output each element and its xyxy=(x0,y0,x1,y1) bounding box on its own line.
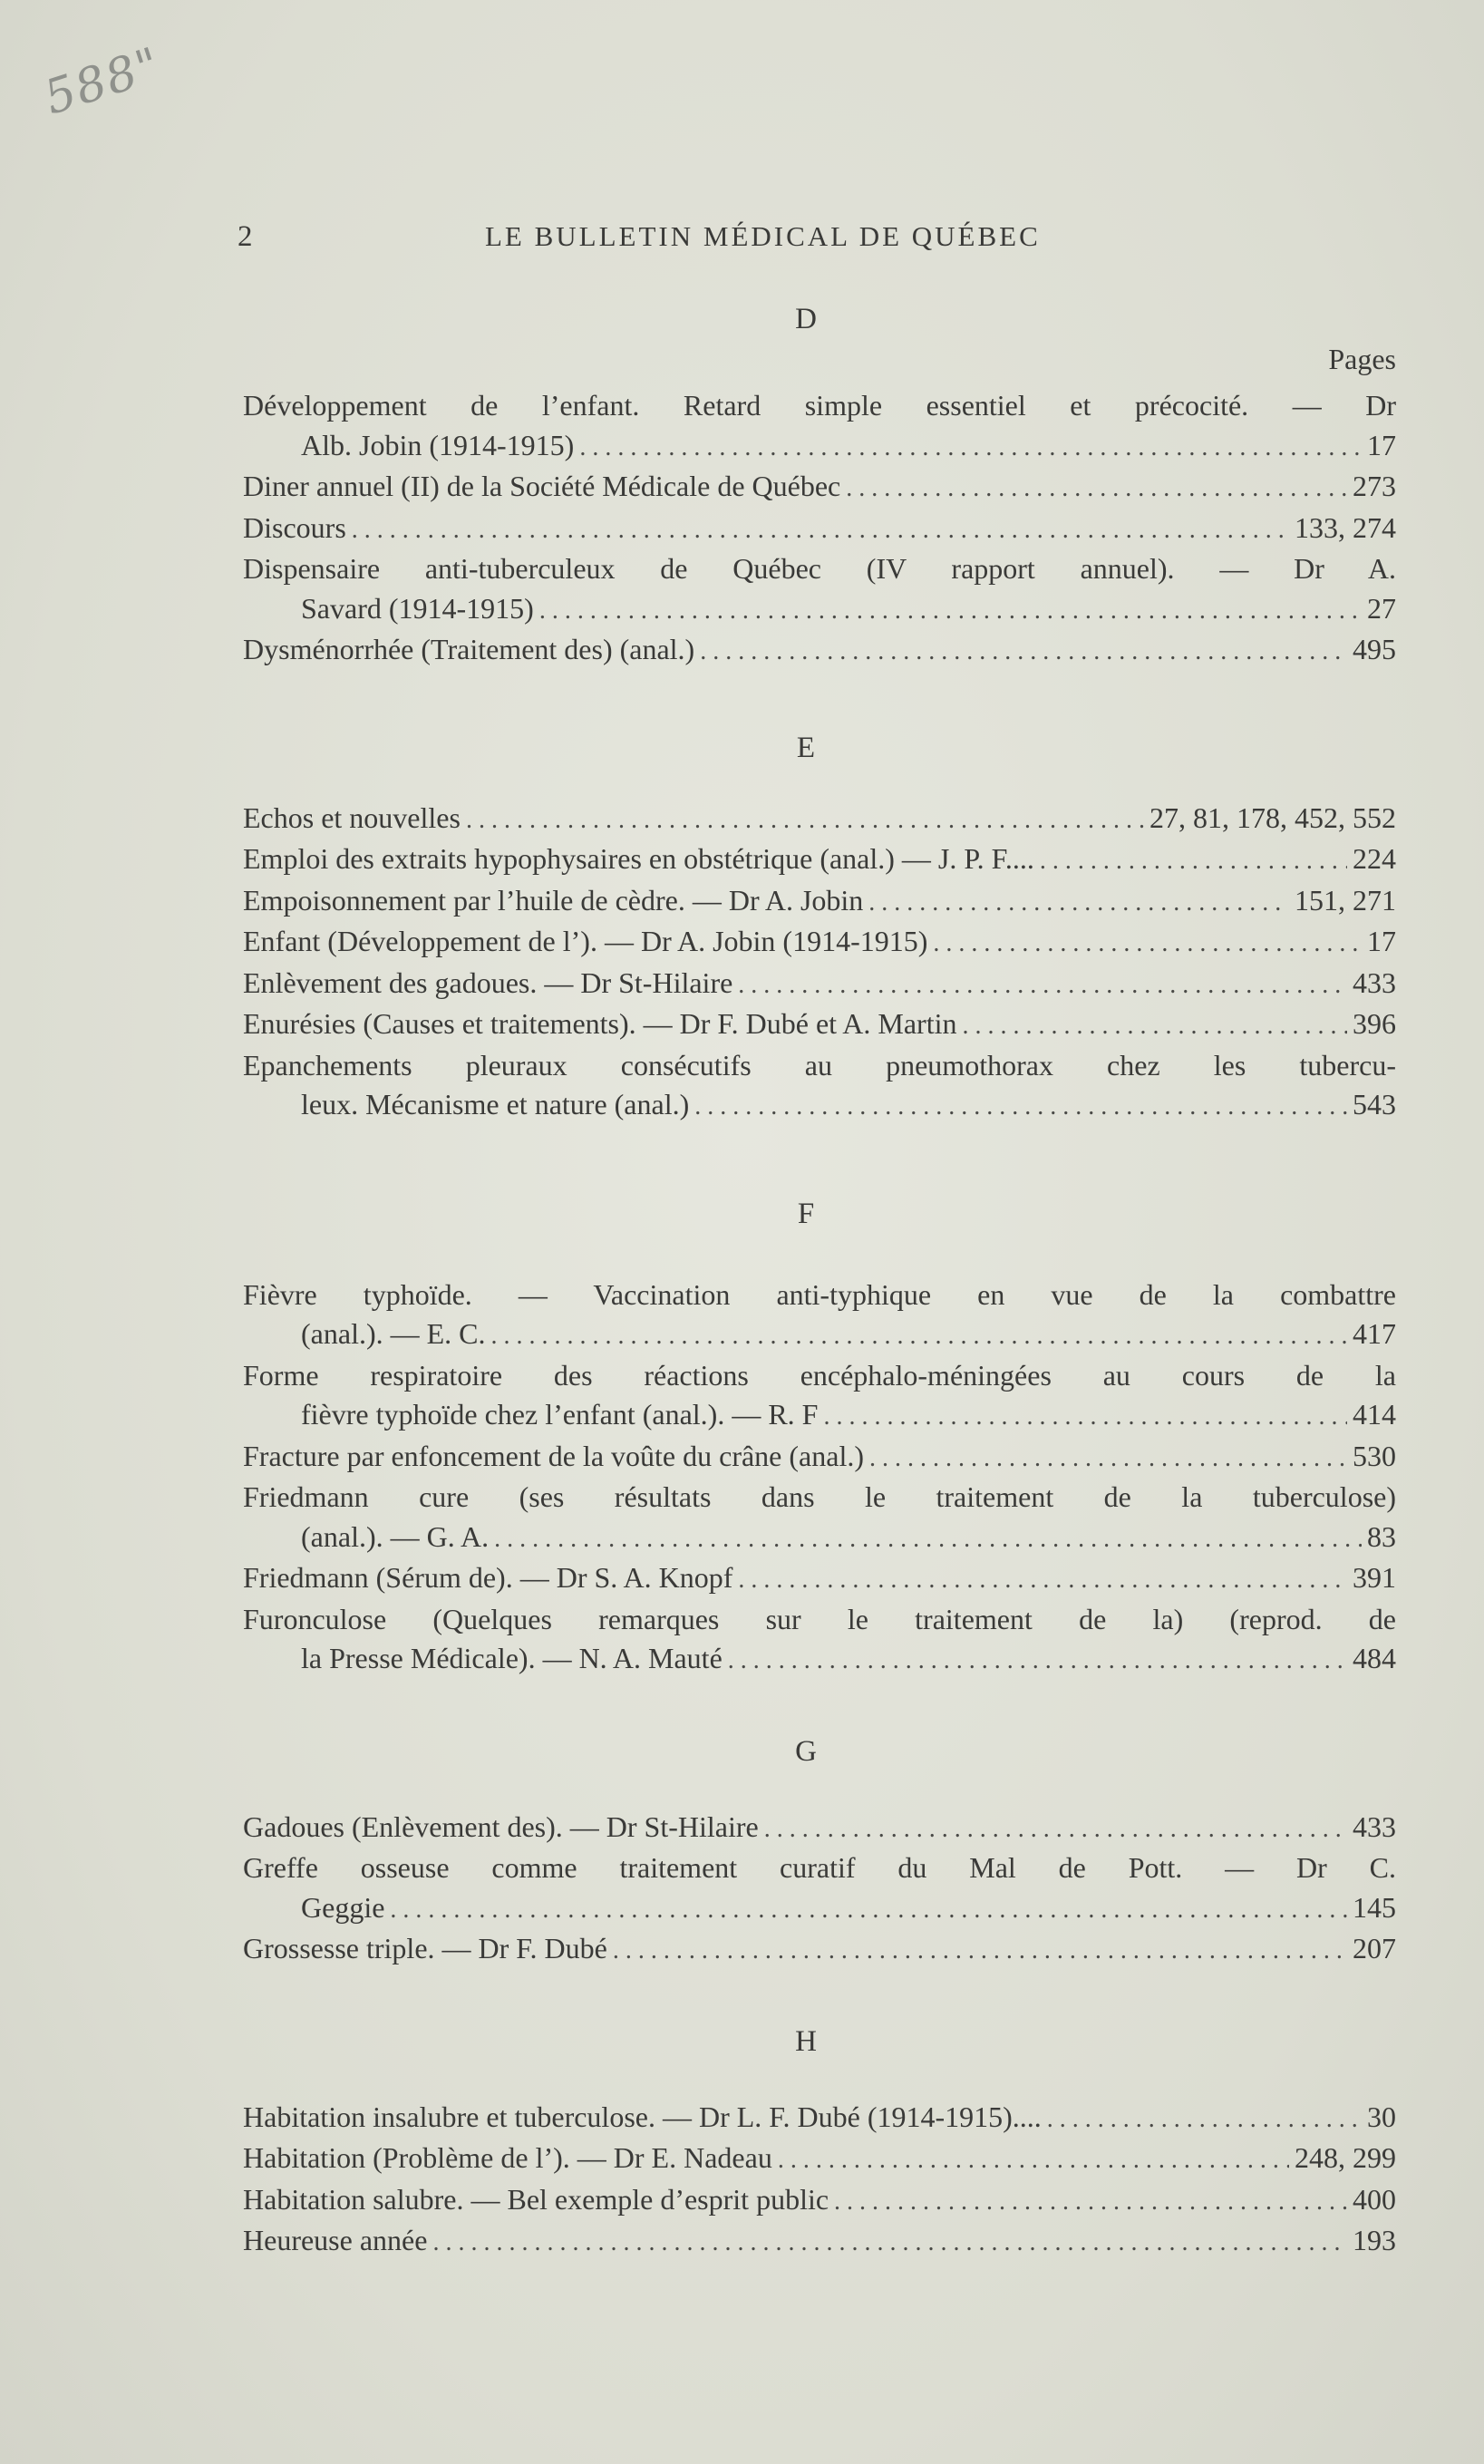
entry-pages: 17 xyxy=(1367,428,1396,461)
entry-text: Empoisonnement par l’huile de cèdre. — Dr A. Jobin xyxy=(243,883,864,917)
entry-pages: 27 xyxy=(1367,591,1396,625)
index-entry xyxy=(243,964,1396,1005)
entry-pages: 207 xyxy=(1353,1932,1396,1964)
page-number: 2 xyxy=(238,220,253,253)
index-entry xyxy=(243,881,1396,923)
index-entry xyxy=(243,509,1396,550)
entry-pages: 273 xyxy=(1353,470,1396,502)
entry-text-continued: Geggie xyxy=(301,1890,385,1924)
entry-pages: 417 xyxy=(1353,1317,1396,1350)
entry-pages: 433 xyxy=(1353,965,1396,999)
entry-text: Fièvre typhoïde. — Vaccination anti-typhique en vue de la combattre xyxy=(243,1277,1396,1311)
entry-pages: 495 xyxy=(1353,633,1396,665)
leader-dots xyxy=(962,1006,1347,1046)
leader-dots xyxy=(823,1397,1347,1437)
leader-dots xyxy=(613,1931,1347,1971)
entry-pages: 400 xyxy=(1353,2182,1396,2216)
entry-text-continued: Savard (1914-1915) xyxy=(301,591,534,625)
index-entry xyxy=(243,467,1396,509)
index-entry xyxy=(243,1808,1396,1849)
section-letter: D xyxy=(795,303,817,335)
entry-text: Habitation (Problème de l’). — Dr E. Nadeau xyxy=(243,2141,772,2174)
index-entry xyxy=(243,1558,1396,1600)
entry-pages: 391 xyxy=(1353,1561,1396,1594)
leader-dots xyxy=(700,632,1347,672)
index-entry xyxy=(243,1276,1396,1356)
pages-column-label: Pages xyxy=(1328,343,1396,375)
section-letter: G xyxy=(795,1734,817,1768)
entry-pages: 433 xyxy=(1353,1809,1396,1843)
entry-pages: 193 xyxy=(1353,2224,1396,2256)
entry-pages: 543 xyxy=(1353,1088,1396,1120)
entry-text: Enurésies (Causes et traitements). — Dr F. Dubé et A. Martin xyxy=(243,1007,957,1040)
running-head: LE BULLETIN MÉDICAL DE QUÉBEC xyxy=(485,220,1041,252)
entry-text: Diner annuel (II) de la Société Médicale de Québec xyxy=(243,470,841,502)
index-entry xyxy=(243,630,1396,672)
index-entry xyxy=(243,549,1396,630)
entry-text: Développement de l’enfant. Retard simple essentiel et précocité. — Dr xyxy=(243,389,1396,422)
index-entry xyxy=(243,1437,1396,1479)
index-entry xyxy=(243,1478,1396,1558)
entry-text: Emploi des extraits hypophysaires en obstétrique (anal.) — J. P. F.... xyxy=(243,842,1034,875)
entry-text: Friedmann (Sérum de). — Dr S. A. Knopf xyxy=(243,1561,733,1594)
entry-pages: 133, 274 xyxy=(1295,510,1396,544)
index-content xyxy=(243,299,1396,2272)
leader-dots xyxy=(738,965,1347,1005)
entry-text: Greffe osseuse comme traitement curatif du Mal de Pott. — Dr C. xyxy=(243,1851,1396,1884)
leader-dots xyxy=(352,510,1289,550)
leader-dots xyxy=(846,469,1347,509)
index-entry xyxy=(243,799,1396,840)
entry-text: Habitation salubre. — Bel exemple d’esprit public xyxy=(243,2182,829,2216)
index-entry xyxy=(243,1600,1396,1681)
leader-dots xyxy=(764,1809,1347,1849)
entry-text: Gadoues (Enlèvement des). — Dr St-Hilaire xyxy=(243,1809,759,1843)
entry-text-continued: (anal.). — G. A. xyxy=(301,1519,490,1553)
entry-pages: 414 xyxy=(1353,1398,1396,1431)
entry-text: Fracture par enfoncement de la voûte du crâne (anal.) xyxy=(243,1439,864,1472)
entry-text: Heureuse année xyxy=(243,2224,428,2256)
entry-text: Echos et nouvelles xyxy=(243,800,461,834)
leader-dots xyxy=(778,2140,1289,2180)
leader-dots xyxy=(432,2223,1347,2263)
leader-dots xyxy=(466,800,1144,840)
leader-dots xyxy=(539,591,1362,631)
index-entry xyxy=(243,1356,1396,1437)
entry-pages: 27, 81, 178, 452, 552 xyxy=(1149,800,1396,834)
entry-pages: 484 xyxy=(1353,1642,1396,1674)
index-entry xyxy=(243,1004,1396,1046)
index-entry xyxy=(243,386,1396,467)
entry-text-continued: fièvre typhoïde chez l’enfant (anal.). — R. F xyxy=(301,1398,819,1431)
leader-dots xyxy=(728,1641,1347,1681)
leader-dots xyxy=(579,428,1362,468)
leader-dots xyxy=(1047,2100,1362,2139)
leader-dots xyxy=(694,1087,1347,1127)
leader-dots xyxy=(834,2182,1347,2222)
leader-dots xyxy=(494,1519,1362,1559)
section-d xyxy=(243,299,1396,672)
entry-pages: 530 xyxy=(1353,1439,1396,1472)
entry-text: Forme respiratoire des réactions encéphalo-méningées au cours de la xyxy=(243,1358,1396,1392)
index-entry xyxy=(243,2221,1396,2263)
section-f xyxy=(243,1194,1396,1681)
entry-text: Dispensaire anti-tuberculeux de Québec (IV rapport annuel). — Dr A. xyxy=(243,552,1396,585)
index-entry xyxy=(243,2098,1396,2139)
entry-text: Enlèvement des gadoues. — Dr St-Hilaire xyxy=(243,965,733,999)
entry-pages: 248, 299 xyxy=(1295,2141,1396,2174)
entry-text: Habitation insalubre et tuberculose. — Dr L. F. Dubé (1914-1915).... xyxy=(243,2100,1042,2133)
entry-text-continued: Alb. Jobin (1914-1915) xyxy=(301,428,575,461)
handwritten-margin-note: 588" xyxy=(37,37,169,126)
entry-text-continued: (anal.). — E. C. xyxy=(301,1317,486,1350)
leader-dots xyxy=(868,883,1289,923)
leader-dots xyxy=(738,1560,1347,1600)
section-e xyxy=(243,728,1396,1127)
index-entry xyxy=(243,2180,1396,2222)
section-g xyxy=(243,1732,1396,1971)
index-entry xyxy=(243,1929,1396,1971)
entry-text: Discours xyxy=(243,510,346,544)
leader-dots xyxy=(390,1890,1347,1930)
entry-pages: 17 xyxy=(1367,925,1396,957)
index-entry xyxy=(243,1046,1396,1127)
section-letter: F xyxy=(797,1197,815,1230)
entry-text-continued: leux. Mécanisme et nature (anal.) xyxy=(301,1088,690,1120)
index-entry xyxy=(243,839,1396,881)
section-h xyxy=(243,2022,1396,2263)
section-letter: H xyxy=(795,2024,817,2058)
entry-pages: 145 xyxy=(1353,1890,1396,1924)
entry-text: Friedmann cure (ses résultats dans le traitement de la tuberculose) xyxy=(243,1480,1396,1513)
index-entry xyxy=(243,922,1396,964)
section-letter: E xyxy=(796,731,816,764)
leader-dots xyxy=(869,1439,1347,1479)
entry-text: Epanchements pleuraux consécutifs au pneumothorax chez les tubercu- xyxy=(243,1048,1396,1082)
entry-text: Grossesse triple. — Dr F. Dubé xyxy=(243,1932,607,1964)
entry-text: Dysménorrhée (Traitement des) (anal.) xyxy=(243,633,695,665)
entry-text: Furonculose (Quelques remarques sur le traitement de la) (reprod. de xyxy=(243,1602,1396,1635)
entry-text: Enfant (Développement de l’). — Dr A. Jobin (1914-1915) xyxy=(243,925,928,957)
leader-dots xyxy=(491,1316,1348,1356)
entry-pages: 396 xyxy=(1353,1007,1396,1040)
leader-dots xyxy=(1040,841,1347,881)
entry-text-continued: la Presse Médicale). — N. A. Mauté xyxy=(301,1642,723,1674)
index-entry xyxy=(243,2139,1396,2180)
entry-pages: 224 xyxy=(1353,842,1396,875)
leader-dots xyxy=(933,924,1362,964)
entry-pages: 30 xyxy=(1367,2100,1396,2133)
index-entry xyxy=(243,1848,1396,1929)
entry-pages: 83 xyxy=(1367,1519,1396,1553)
entry-pages: 151, 271 xyxy=(1295,883,1396,917)
